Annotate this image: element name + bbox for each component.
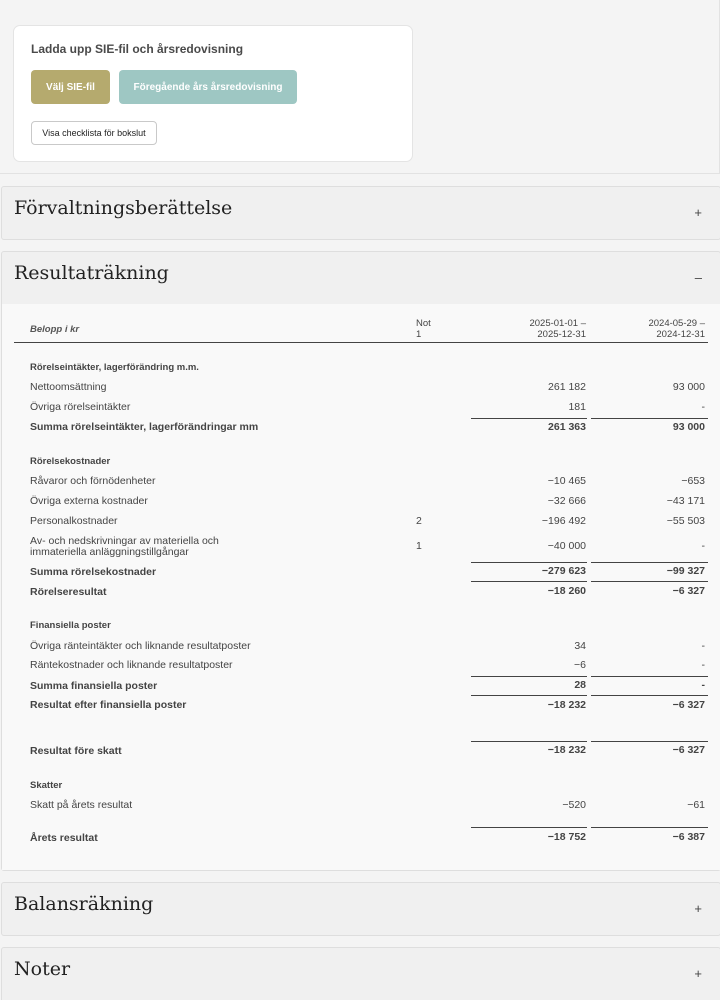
group-heading: Rörelsekostnader <box>30 456 111 467</box>
upload-card <box>13 25 413 162</box>
collapse-icon[interactable]: – <box>694 270 702 285</box>
result-label: Årets resultat <box>30 832 98 844</box>
row-label-continued: immateriella anläggningstillgångar <box>30 546 189 558</box>
section-title: Förvaltningsberättelse <box>14 197 233 219</box>
row-current: −196 492 <box>541 515 586 527</box>
column-header-current-start: 2025-01-01 – <box>529 318 586 329</box>
sum-previous: −6 327 <box>672 699 705 711</box>
sum-divider <box>471 827 587 828</box>
section-noter <box>1 947 720 1000</box>
row-label: Övriga ränteintäkter och liknande resultatposter <box>30 640 251 652</box>
column-header-current-end: 2025-12-31 <box>537 329 586 340</box>
upload-title: Ladda upp SIE-fil och årsredovisning <box>31 42 244 56</box>
row-label: Nettoomsättning <box>30 381 107 393</box>
sum-previous: −99 327 <box>666 565 705 577</box>
sum-current: −18 232 <box>547 699 586 711</box>
row-previous: - <box>701 640 705 652</box>
column-header-note: Not <box>416 318 431 329</box>
row-previous: - <box>701 540 705 552</box>
group-heading: Finansiella poster <box>30 620 111 631</box>
row-label: Skatt på årets resultat <box>30 799 133 811</box>
sum-divider <box>591 741 708 742</box>
row-current: 34 <box>574 640 586 652</box>
group-heading: Rörelseintäkter, lagerförändring m.m. <box>30 362 199 373</box>
sum-current: −18 260 <box>547 585 586 597</box>
expand-icon[interactable]: + <box>694 966 702 981</box>
sum-divider <box>591 827 708 828</box>
sum-divider <box>591 695 708 696</box>
row-label: Råvaror och förnödenheter <box>30 475 156 487</box>
sum-divider <box>471 418 587 419</box>
row-label: Övriga rörelseintäkter <box>30 401 131 413</box>
row-current: −40 000 <box>547 540 586 552</box>
section-balansrakning <box>1 882 720 936</box>
row-previous: −55 503 <box>666 515 705 527</box>
section-header-forvaltningsberattelse[interactable] <box>2 187 720 239</box>
sum-label: Summa rörelsekostnader <box>30 566 157 578</box>
expand-icon[interactable]: + <box>694 205 702 220</box>
sum-previous: 93 000 <box>672 421 705 433</box>
result-current: −18 752 <box>547 831 586 843</box>
section-title: Noter <box>14 958 71 980</box>
sum-current: 28 <box>574 679 586 691</box>
sum-previous: - <box>701 679 705 691</box>
row-current: −32 666 <box>547 495 586 507</box>
row-previous: −43 171 <box>666 495 705 507</box>
column-header-previous-end: 2024-12-31 <box>656 329 705 340</box>
row-current: 181 <box>568 401 586 413</box>
show-checklist-button[interactable]: Visa checklista för bokslut <box>31 121 157 145</box>
row-current: 261 182 <box>548 381 586 393</box>
sum-divider <box>471 695 587 696</box>
section-header-balansrakning[interactable] <box>2 883 720 935</box>
previous-annual-report-button[interactable]: Föregående års årsredovisning <box>119 70 297 104</box>
row-previous: - <box>701 659 705 671</box>
sum-divider <box>591 676 708 677</box>
row-previous: 93 000 <box>672 381 705 393</box>
row-current: −520 <box>562 799 586 811</box>
sum-divider <box>471 741 587 742</box>
sum-divider <box>471 581 587 582</box>
column-header-amount: Belopp i kr <box>30 324 80 335</box>
expand-icon[interactable]: + <box>694 901 702 916</box>
row-current: −10 465 <box>547 475 586 487</box>
row-current: −6 <box>574 659 586 671</box>
upload-area <box>0 0 720 174</box>
sum-label: Resultat före skatt <box>30 745 122 757</box>
row-previous: −61 <box>687 799 705 811</box>
sum-divider <box>591 418 708 419</box>
row-previous: −653 <box>681 475 705 487</box>
row-label: Räntekostnader och liknande resultatposter <box>30 659 233 671</box>
section-header-resultatrakning[interactable] <box>2 252 720 304</box>
row-label: Övriga externa kostnader <box>30 495 148 507</box>
sum-current: 261 363 <box>548 421 586 433</box>
section-resultatrakning <box>1 251 720 871</box>
sum-previous: −6 327 <box>672 585 705 597</box>
row-note[interactable]: 1 <box>416 540 422 552</box>
sum-divider <box>591 562 708 563</box>
sum-label: Rörelseresultat <box>30 586 107 598</box>
section-title: Resultaträkning <box>14 262 169 284</box>
row-previous: - <box>701 401 705 413</box>
sum-divider <box>471 562 587 563</box>
sum-current: −18 232 <box>547 744 586 756</box>
sum-label: Resultat efter finansiella poster <box>30 699 187 711</box>
row-label: Personalkostnader <box>30 515 118 527</box>
section-title: Balansräkning <box>14 893 154 915</box>
section-forvaltningsberattelse <box>1 186 720 240</box>
income-statement-table <box>2 304 720 870</box>
section-header-noter[interactable] <box>2 948 720 1000</box>
sum-divider <box>591 581 708 582</box>
row-label: Av- och nedskrivningar av materiella och <box>30 535 219 547</box>
select-sie-file-button[interactable]: Välj SIE-fil <box>31 70 110 104</box>
sum-label: Summa rörelseintäkter, lagerförändringar mm <box>30 421 259 433</box>
column-header-note-number: 1 <box>416 329 422 340</box>
result-previous: −6 387 <box>672 831 705 843</box>
sum-divider <box>471 676 587 677</box>
sum-previous: −6 327 <box>672 744 705 756</box>
column-header-previous-start: 2024-05-29 – <box>648 318 705 329</box>
row-note[interactable]: 2 <box>416 515 422 527</box>
group-heading: Skatter <box>30 780 63 791</box>
sum-label: Summa finansiella poster <box>30 680 158 692</box>
header-divider <box>14 342 708 343</box>
sum-current: −279 623 <box>541 565 586 577</box>
